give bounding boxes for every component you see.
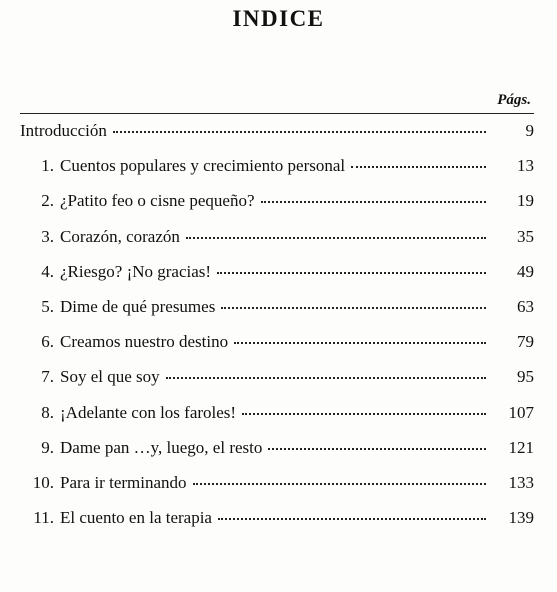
toc-entry-number: 10. <box>32 472 54 492</box>
dot-leader <box>193 483 486 485</box>
toc-entry-page: 13 <box>517 156 534 176</box>
toc-entry-page: 79 <box>517 332 534 352</box>
toc-entry-9 <box>20 438 534 473</box>
toc-entry-number: 8. <box>41 402 54 422</box>
toc-entry-page: 121 <box>508 437 534 457</box>
toc-entry-11 <box>20 508 534 543</box>
toc-entry-4 <box>20 262 534 297</box>
toc-entry-page: 63 <box>517 296 534 316</box>
toc-entry-number: 7. <box>41 367 54 387</box>
dot-leader <box>221 307 486 309</box>
dot-leader <box>242 413 486 415</box>
toc-entry-title: Dame pan …y, luego, el resto <box>60 437 263 457</box>
toc-entry-title: ¿Riesgo? ¡No gracias! <box>60 261 212 281</box>
toc-entry-title: Dime de qué presumes <box>60 296 216 316</box>
page-title: INDICE <box>232 6 325 31</box>
toc-entry-number: 11. <box>33 508 54 528</box>
dot-leader <box>268 448 486 450</box>
toc-entry-title: Creamos nuestro destino <box>60 332 229 352</box>
toc-entry-title: El cuento en la terapia <box>60 508 212 528</box>
pages-column-header: Págs. <box>497 92 531 108</box>
toc-entry-10 <box>20 473 534 508</box>
toc-entry-number: 6. <box>41 332 54 352</box>
dot-leader <box>261 201 487 203</box>
toc-entry-number: 5. <box>41 296 54 316</box>
toc-entry-number: 9. <box>41 437 54 457</box>
toc-entry-number: 1. <box>41 156 54 176</box>
toc-entry-page: 19 <box>517 191 534 211</box>
dot-leader <box>166 377 486 379</box>
toc-entry-title: Cuentos populares y crecimiento personal <box>60 156 346 176</box>
toc-entry-title: ¿Patito feo o cisne pequeño? <box>60 191 255 211</box>
toc-entry-number: 2. <box>41 191 54 211</box>
toc-entry-introduccion <box>20 121 534 156</box>
toc-entry-3 <box>20 227 534 262</box>
toc-entry-title: Soy el que soy <box>60 367 160 387</box>
toc-entry-7 <box>20 367 534 402</box>
dot-leader <box>113 131 486 133</box>
toc-entry-page: 107 <box>508 402 534 422</box>
toc-entry-1 <box>20 156 534 191</box>
toc-entry-title: Para ir terminando <box>60 472 187 492</box>
toc-entry-5 <box>20 297 534 332</box>
toc-entry-8 <box>20 403 534 438</box>
toc-entry-page: 95 <box>517 367 534 387</box>
toc-entry-page: 133 <box>508 472 534 492</box>
toc-entry-2 <box>20 191 534 226</box>
dot-leader <box>351 166 486 168</box>
table-of-contents <box>20 121 534 543</box>
header-rule <box>20 113 534 114</box>
toc-entry-page: 139 <box>508 508 534 528</box>
dot-leader <box>234 342 486 344</box>
toc-entry-number: 4. <box>41 261 54 281</box>
toc-entry-title: ¡Adelante con los faroles! <box>60 402 237 422</box>
toc-entry-title: Introducción <box>20 121 107 140</box>
toc-entry-number: 3. <box>41 226 54 246</box>
toc-entry-page: 9 <box>525 121 534 140</box>
dot-leader <box>218 518 486 520</box>
toc-entry-title: Corazón, corazón <box>60 226 180 246</box>
dot-leader <box>186 237 486 239</box>
toc-entry-page: 49 <box>517 261 534 281</box>
toc-entry-page: 35 <box>517 226 534 246</box>
toc-entry-6 <box>20 332 534 367</box>
dot-leader <box>217 272 486 274</box>
